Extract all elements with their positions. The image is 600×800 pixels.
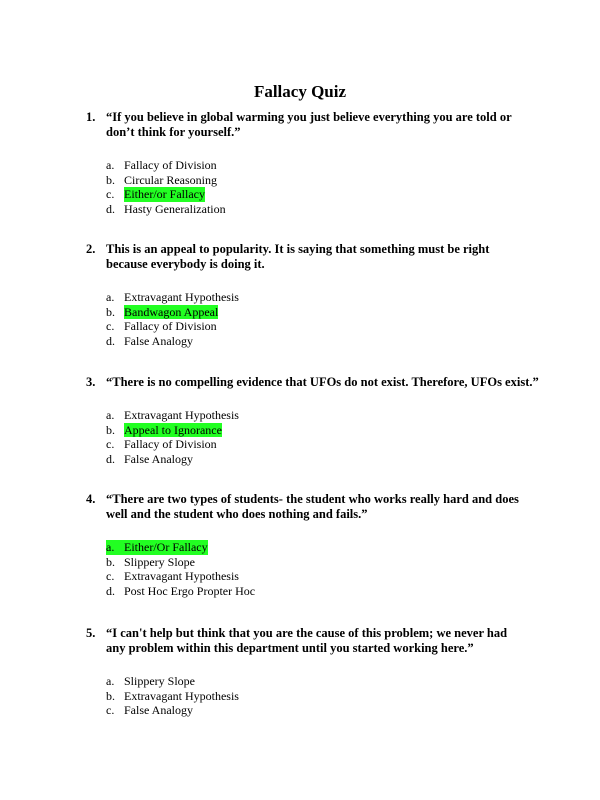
answer-options	[0, 674, 600, 718]
option-letter: a.	[106, 158, 115, 172]
option-text: Extravagant Hypothesis	[124, 408, 239, 422]
option-letter: b.	[106, 554, 115, 569]
option-letter: b.	[106, 422, 115, 437]
answer-option-b	[0, 689, 600, 704]
option-text: Slippery Slope	[124, 674, 195, 688]
option-text: Extravagant Hypothesis	[124, 688, 239, 703]
question-1	[0, 110, 600, 216]
answer-option-a	[0, 674, 600, 689]
answer-options	[0, 290, 600, 348]
option-text: False Analogy	[124, 703, 193, 717]
option-text: False Analogy	[124, 333, 193, 348]
question-number: 5.	[86, 626, 96, 640]
answer-option-d	[0, 584, 600, 599]
option-letter: a.	[106, 674, 115, 688]
option-text: Fallacy of Division	[124, 158, 217, 172]
question-4	[0, 492, 600, 598]
answer-option-c	[0, 437, 600, 452]
question-prompt	[0, 375, 600, 390]
answer-options	[0, 540, 600, 598]
question-text: “I can't help but think that you are the cause of this problem; we never had any problem within this department until you started working here.”	[106, 626, 508, 655]
option-letter: b.	[106, 688, 115, 703]
option-text: Circular Reasoning	[124, 172, 217, 187]
question-number: 2.	[86, 242, 96, 256]
page-title: Fallacy Quiz	[253, 82, 347, 101]
answer-option-a-highlighted	[0, 540, 600, 555]
option-text: Extravagant Hypothesis	[124, 290, 239, 304]
option-letter: c.	[106, 569, 115, 583]
answer-options	[0, 408, 600, 466]
answer-option-d	[0, 452, 600, 467]
option-text: Fallacy of Division	[124, 319, 217, 333]
option-text: Either/or Fallacy	[124, 187, 205, 201]
answer-option-a	[0, 158, 600, 173]
option-letter: c.	[106, 437, 115, 451]
option-letter: a.	[106, 408, 115, 422]
answer-option-a	[0, 290, 600, 305]
answer-option-d	[0, 334, 600, 349]
option-text: Fallacy of Division	[124, 437, 217, 451]
option-text: Hasty Generalization	[124, 201, 226, 216]
question-5	[0, 626, 600, 718]
question-text: “There are two types of students- the student who works really hard and does well and the student who does nothing and fails.”	[106, 492, 519, 521]
question-3	[0, 375, 600, 466]
answer-option-b	[0, 173, 600, 188]
option-text: Post Hoc Ergo Propter Hoc	[124, 583, 256, 598]
option-letter: c.	[106, 187, 115, 201]
question-text: “If you believe in global warming you just believe everything you are told or don’t think for yourself.”	[106, 110, 512, 139]
option-letter: d.	[106, 583, 115, 598]
answer-option-c	[0, 703, 600, 718]
answer-options	[0, 158, 600, 216]
option-letter: c.	[106, 319, 115, 333]
question-text: This is an appeal to popularity. It is saying that something must be right because everybody is doing it.	[106, 242, 490, 271]
question-prompt	[0, 242, 600, 272]
question-2	[0, 242, 600, 348]
question-number: 4.	[86, 492, 96, 506]
option-text: Extravagant Hypothesis	[124, 569, 239, 583]
question-text: “There is no compelling evidence that UFOs do not exist. Therefore, UFOs exist.”	[106, 375, 539, 389]
answer-option-d	[0, 202, 600, 217]
option-text: Either/Or Fallacy	[124, 540, 208, 554]
option-text: Bandwagon Appeal	[124, 304, 219, 319]
option-text: Appeal to Ignorance	[124, 422, 222, 437]
question-prompt	[0, 110, 600, 140]
option-letter: a.	[106, 290, 115, 304]
option-text: Slippery Slope	[124, 554, 195, 569]
question-number: 3.	[86, 375, 96, 389]
option-text: False Analogy	[124, 451, 193, 466]
option-letter: a.	[106, 540, 124, 555]
option-letter: d.	[106, 201, 115, 216]
question-prompt	[0, 626, 600, 656]
option-letter: d.	[106, 451, 115, 466]
question-prompt	[0, 492, 600, 522]
answer-option-c	[0, 569, 600, 584]
option-letter: b.	[106, 304, 115, 319]
option-letter: d.	[106, 333, 115, 348]
answer-option-c-highlighted	[0, 187, 600, 202]
option-letter: c.	[106, 703, 115, 717]
option-letter: b.	[106, 172, 115, 187]
answer-option-a	[0, 408, 600, 423]
answer-option-b-highlighted	[0, 423, 600, 438]
question-number: 1.	[86, 110, 96, 124]
answer-option-b-highlighted	[0, 305, 600, 320]
answer-option-c	[0, 319, 600, 334]
answer-option-b	[0, 555, 600, 570]
